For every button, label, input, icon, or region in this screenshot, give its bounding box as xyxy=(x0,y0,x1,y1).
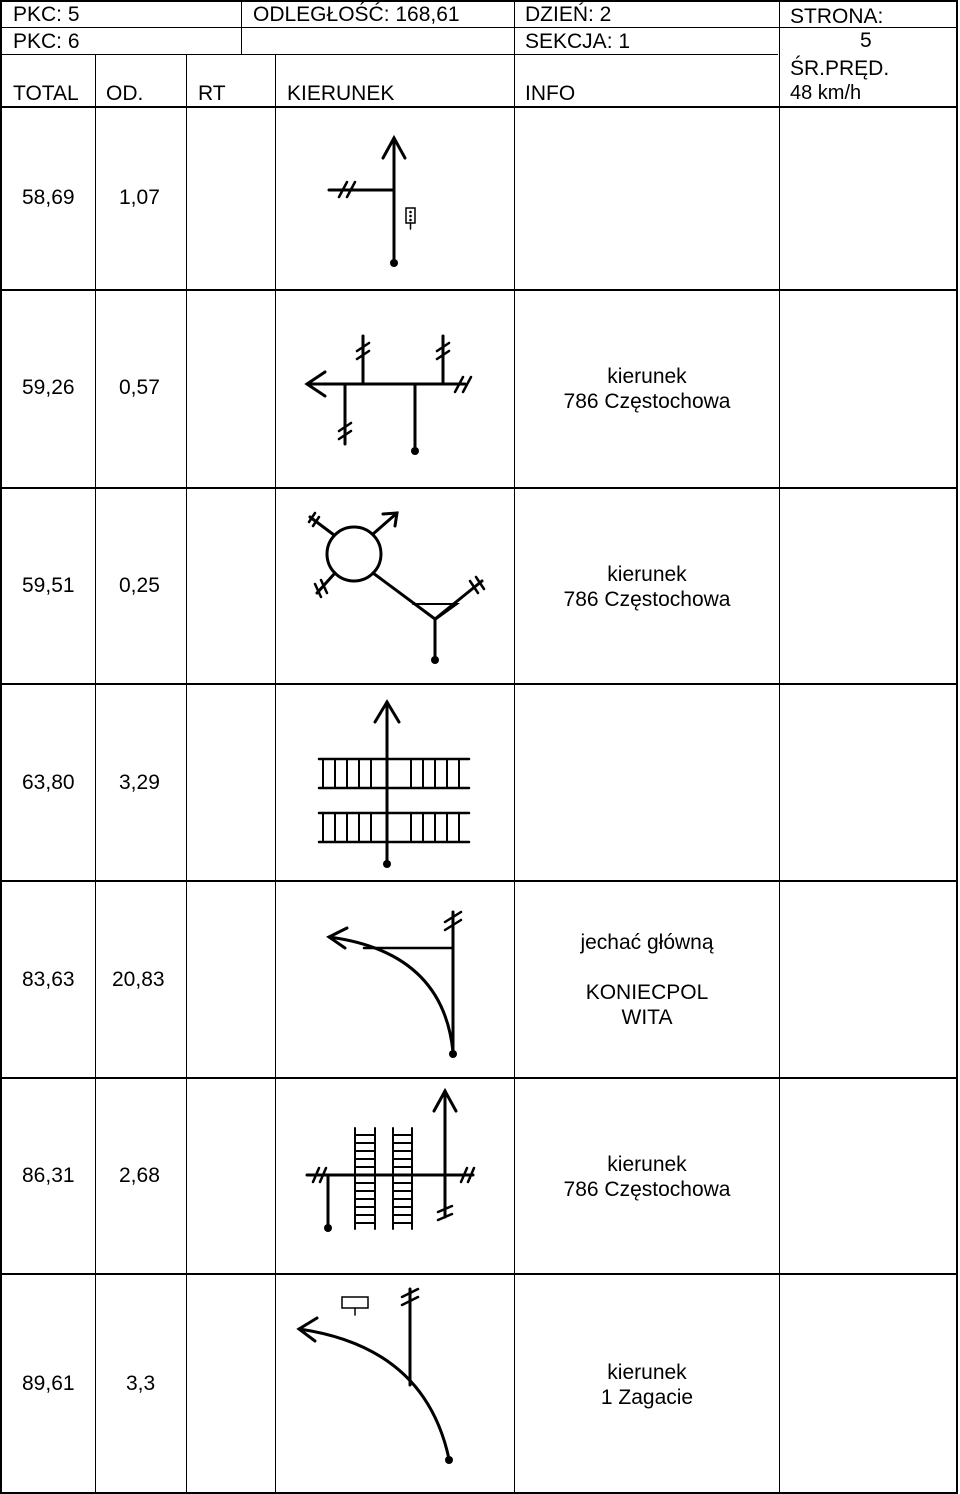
junction-straight-traffic-light-icon xyxy=(277,108,513,289)
column-header-total: TOTAL xyxy=(13,82,79,105)
row-total: 59,26 xyxy=(22,376,75,399)
row-info xyxy=(516,562,778,612)
info-line: 786 Częstochowa xyxy=(563,1178,731,1201)
grid-line xyxy=(0,54,778,55)
avg-speed-value: 48 km/h xyxy=(790,82,862,104)
grid-line xyxy=(95,54,96,1494)
row-od: 0,25 xyxy=(119,574,160,597)
grid-line xyxy=(275,54,276,1494)
info-line: jechać główną xyxy=(580,931,714,954)
avg-speed-label: ŚR.PRĘD. xyxy=(790,57,890,80)
page-label: STRONA: xyxy=(790,5,884,28)
row-total: 59,51 xyxy=(22,574,75,597)
section: SEKCJA: 1 xyxy=(525,30,631,53)
info-line: kierunek xyxy=(607,1361,687,1384)
row-total: 86,31 xyxy=(22,1164,75,1187)
column-header-info: INFO xyxy=(525,82,576,105)
grid-line xyxy=(0,0,2,1494)
grid-line xyxy=(956,0,958,1494)
info-line: kierunek xyxy=(607,365,687,388)
info-line: 1 Zagacie xyxy=(600,1386,694,1409)
column-header-direction: KIERUNEK xyxy=(287,82,395,105)
row-od: 20,83 xyxy=(112,968,165,991)
row-total: 63,80 xyxy=(22,771,75,794)
railway-crossing-right-icon xyxy=(277,1079,513,1273)
row-info xyxy=(516,364,778,414)
day: DZIEŃ: 2 xyxy=(525,3,612,26)
row-total: 83,63 xyxy=(22,968,75,991)
grid-line xyxy=(0,0,958,2)
row-total: 89,61 xyxy=(22,1372,75,1395)
row-info xyxy=(516,1360,778,1410)
curve-left-sign-icon xyxy=(277,1275,513,1492)
info-line: kierunek xyxy=(607,563,687,586)
grid-line xyxy=(186,54,187,1494)
row-info xyxy=(516,930,778,1030)
row-od: 0,57 xyxy=(119,376,160,399)
pkc-start: PKC: 5 xyxy=(13,3,80,26)
info-spacer xyxy=(516,955,778,980)
column-header-od: OD. xyxy=(106,82,144,105)
info-line: WITA xyxy=(621,1006,673,1029)
distance: ODLEGŁOŚĆ: 168,61 xyxy=(253,3,460,26)
info-line: 786 Częstochowa xyxy=(563,390,731,413)
grid-line xyxy=(514,0,515,1494)
roundabout-icon xyxy=(277,489,513,683)
row-od: 1,07 xyxy=(119,186,160,209)
row-od: 3,3 xyxy=(126,1372,156,1395)
grid-line xyxy=(779,0,780,1494)
railway-crossing-straight-icon xyxy=(277,685,513,880)
row-info xyxy=(516,1152,778,1202)
column-header-rt: RT xyxy=(198,82,226,105)
grid-line xyxy=(241,0,242,54)
row-od: 3,29 xyxy=(119,771,160,794)
info-line: 786 Częstochowa xyxy=(563,588,731,611)
multi-crossing-left-turn-icon xyxy=(277,291,513,487)
pkc-end: PKC: 6 xyxy=(13,30,80,53)
curve-left-main-road-icon xyxy=(277,882,513,1077)
info-line: KONIECPOL xyxy=(585,981,709,1004)
row-total: 58,69 xyxy=(22,186,75,209)
page-number: 5 xyxy=(860,29,872,52)
info-line: kierunek xyxy=(607,1153,687,1176)
row-od: 2,68 xyxy=(119,1164,160,1187)
